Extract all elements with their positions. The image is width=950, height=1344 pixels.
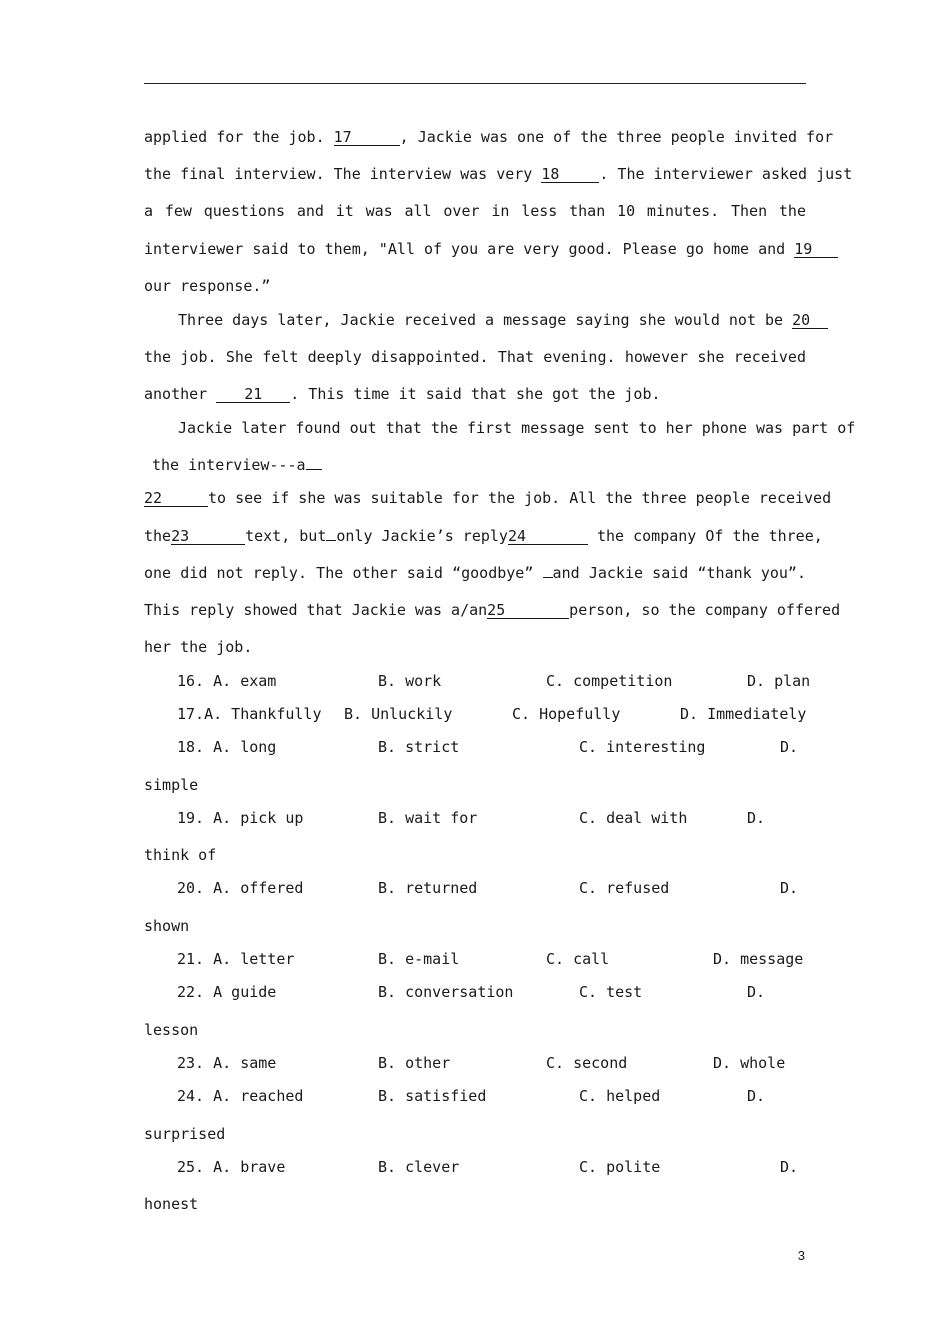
passage-line: another 21 . This time it said that she got the job.	[144, 385, 661, 403]
option-d-text: shown	[144, 917, 190, 935]
blank-25: 25	[487, 602, 569, 619]
option-c: C. competition	[546, 672, 673, 690]
passage-line: her the job.	[144, 638, 253, 656]
option-d: D.	[747, 983, 766, 1001]
passage-line: 22 to see if she was suitable for the job. All the three people received	[144, 489, 832, 507]
passage-line: Three days later, Jackie received a message saying she would not be 20	[144, 310, 806, 330]
option-b: B. conversation	[378, 983, 514, 1001]
option-c: C. test	[579, 983, 643, 1001]
page-number: 3	[797, 1248, 805, 1263]
option-c: C. deal with	[579, 809, 688, 827]
option-d: D.	[747, 809, 766, 827]
passage-line: a few questions and it was all over in less than 10 minutes. Then the	[144, 202, 806, 220]
option-a: 20. A. offered	[177, 879, 304, 897]
passage-line: the23 text, but only Jackie’s reply24 the company Of the three,	[144, 527, 823, 545]
option-a: 22. A guide	[177, 983, 277, 1001]
option-b: B. Unluckily	[344, 705, 453, 723]
option-d: D. whole	[713, 1054, 786, 1072]
blank-line	[306, 469, 322, 470]
option-d-text: surprised	[144, 1125, 226, 1143]
option-c: C. polite	[579, 1158, 661, 1176]
passage-line: our response.”	[144, 277, 271, 295]
option-d: D. message	[713, 950, 804, 968]
option-c: C. second	[546, 1054, 628, 1072]
option-d: D.	[780, 1158, 799, 1176]
passage-line: the interview---a	[144, 455, 814, 475]
option-a: 21. A. letter	[177, 950, 295, 968]
blank-23: 23	[171, 528, 245, 545]
option-a: 17.A. Thankfully	[177, 705, 322, 723]
option-a: 23. A. same	[177, 1054, 277, 1072]
option-d: D.	[780, 738, 799, 756]
option-d: D.	[780, 879, 799, 897]
option-d-text: honest	[144, 1195, 199, 1213]
option-a: 18. A. long	[177, 738, 277, 756]
passage-line: one did not reply. The other said “goodbye” and Jackie said “thank you”.	[144, 564, 806, 582]
option-c: C. refused	[579, 879, 670, 897]
option-d: D. Immediately	[680, 705, 807, 723]
option-d-text: think of	[144, 846, 217, 864]
blank-line	[543, 577, 553, 578]
header-rule	[144, 83, 806, 84]
option-d-text: simple	[144, 776, 199, 794]
option-b: B. e-mail	[378, 950, 460, 968]
blank-18: 18	[541, 166, 599, 183]
blank-19: 19	[794, 241, 838, 258]
option-a: 25. A. brave	[177, 1158, 286, 1176]
option-c: C. Hopefully	[512, 705, 621, 723]
option-b: B. returned	[378, 879, 478, 897]
option-c: C. call	[546, 950, 610, 968]
passage-line: Jackie later found out that the first message sent to her phone was part of	[178, 419, 856, 437]
option-c: C. interesting	[579, 738, 706, 756]
option-a: 24. A. reached	[177, 1087, 304, 1105]
passage-line: the final interview. The interview was very 18 . The interviewer asked just	[144, 165, 853, 183]
option-d: D. plan	[747, 672, 811, 690]
option-d: D.	[747, 1087, 766, 1105]
blank-line	[326, 540, 336, 541]
passage-line: applied for the job. 17 , Jackie was one of the three people invited for	[144, 128, 834, 146]
option-b: B. satisfied	[378, 1087, 487, 1105]
option-b: B. clever	[378, 1158, 460, 1176]
blank-17: 17	[334, 129, 400, 146]
option-c: C. helped	[579, 1087, 661, 1105]
option-b: B. other	[378, 1054, 451, 1072]
option-b: B. wait for	[378, 809, 478, 827]
blank-24: 24	[508, 528, 588, 545]
passage-line: interviewer said to them, "All of you are very good. Please go home and 19	[144, 239, 806, 259]
option-d-text: lesson	[144, 1021, 199, 1039]
passage-line: This reply showed that Jackie was a/an25 person, so the company offered	[144, 601, 841, 619]
option-b: B. strict	[378, 738, 460, 756]
passage-line: the job. She felt deeply disappointed. That evening. however she received	[144, 348, 806, 366]
option-b: B. work	[378, 672, 442, 690]
option-a: 16. A. exam	[177, 672, 277, 690]
blank-21: 21	[216, 386, 290, 403]
blank-20: 20	[792, 312, 828, 329]
blank-22: 22	[144, 490, 208, 507]
option-a: 19. A. pick up	[177, 809, 304, 827]
